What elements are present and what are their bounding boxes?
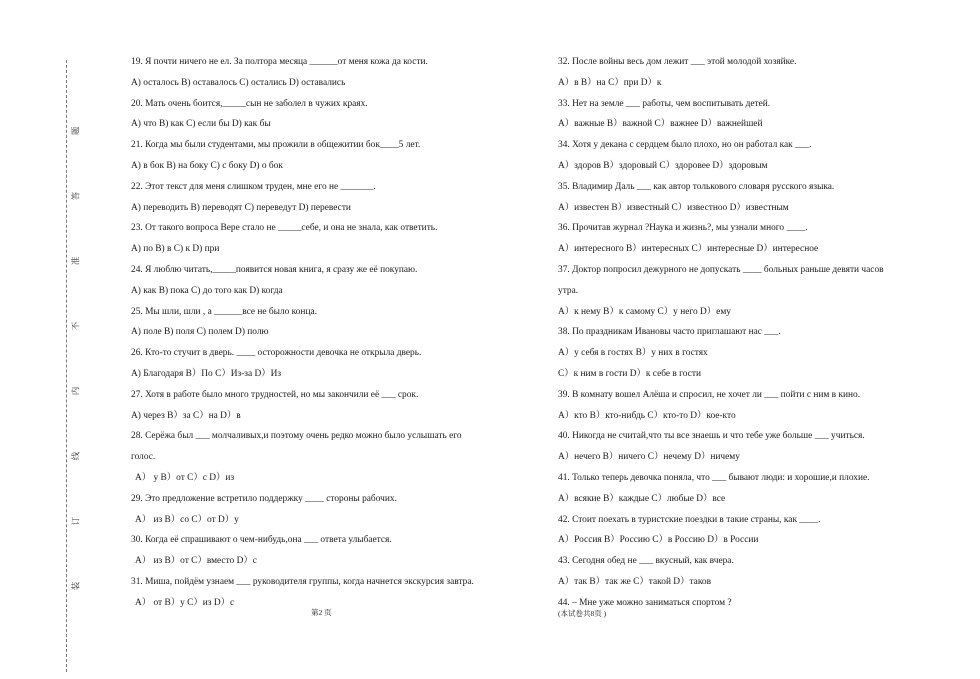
answer-options: A）кто B）кто-нибдь C）кто-то D）кое-кто	[558, 410, 736, 421]
question-line: 26. Кто-то стучит в дверь. ____ осторожности девочка не открыла дверь.	[131, 348, 422, 359]
question-line: 27. Хотя в работе было много трудностей, но мы закончили её ___ срок.	[131, 389, 419, 400]
total-pages-note: (本试卷共8页 )	[558, 609, 607, 618]
question-line: 25. Мы шли, шли , а ______все не было конца.	[131, 306, 317, 317]
binding-char: 订	[70, 516, 81, 526]
question-line: 38. По праздникам Ивановы часто приглашают нас ___.	[558, 327, 781, 338]
question-line: 23. От такого вопроса Вере стало не _____себе, и она не знала, как ответить.	[131, 223, 438, 234]
answer-options: A）известен B）известный C）известноо D）известным	[558, 202, 789, 213]
binding-char: 内	[70, 386, 81, 396]
question-line: 24. Я люблю читать,_____появится новая книга, я сразу же её покупаю.	[131, 264, 418, 275]
question-line-continued: голос.	[131, 452, 156, 463]
answer-options: A) Благодаря B）По C）Из-за D）Из	[131, 368, 282, 379]
answer-options: A) как B) пока C) до того как D) когда	[131, 285, 283, 296]
answer-options: A）в B）на C）при D）к	[558, 77, 662, 88]
question-line: 21. Когда мы были студентами, мы прожили в общежитии бок____5 лет.	[131, 140, 421, 151]
question-line: 37. Доктор попросил дежурного не допускать ____ больных раньше девяти часов	[558, 264, 884, 275]
answer-options: C）к ним в гости D）к себе в гости	[558, 368, 701, 379]
answer-options: A) переводить B) переводят C) переведут D) перевести	[131, 202, 351, 213]
question-line: 32. После войны весь дом лежит ___ этой молодой хозяйке.	[558, 57, 797, 67]
question-line: 40. Никогда не считай,что ты все знаешь и что тебе уже больше ___ учиться.	[558, 431, 865, 442]
answer-options: A) поле B) поля C) полем D) полю	[131, 327, 269, 338]
binding-char: 准	[70, 256, 81, 266]
answer-options: A）интересного B）интересных C）интересные D）интересное	[558, 244, 819, 255]
right-question-column	[558, 52, 948, 614]
left-question-column	[131, 52, 541, 614]
answer-options: A）важные B）важной C）важнее D）важнейшей	[558, 119, 763, 130]
question-line: 28. Серёжа был ___ молчаливых,и поэтому очень редко можно было услышать его	[131, 431, 462, 442]
answer-options: A） из B）со C）от D）у	[135, 514, 239, 525]
question-line: 43. Сегодня обед не ___ вкусный, как вчера.	[558, 556, 734, 567]
question-line-continued: утра.	[558, 285, 579, 296]
page-number: 第2 页	[311, 608, 332, 617]
answer-options: A） от B）у C）из D）с	[135, 597, 235, 608]
question-line: 44. – Мне уже можно заниматься спортом ?	[558, 597, 732, 608]
answer-options: A）у себя в гостях B）у них в гостях	[558, 348, 708, 359]
binding-margin	[66, 60, 87, 672]
question-line: 31. Миша, пойдём узнаем ___ руководителя группы, когда начнется экскурсия завтра.	[131, 576, 474, 587]
answer-options: A）Россия B）Россию C）в Россию D）в России	[558, 535, 759, 546]
question-line: 33. Нет на земле ___ работы, чем воспитывать детей.	[558, 98, 771, 109]
binding-char: 题	[70, 126, 81, 136]
answer-options: A) в бок B) на боку C) с боку D) о бок	[131, 160, 283, 171]
binding-char: 线	[70, 451, 81, 461]
question-line: 41. Только теперь девочка поняла, что ___ бывают люди: и хорошие,и плохие.	[558, 472, 870, 483]
question-line: 19. Я почти ничего не ел. За полтора месяца ______от меня кожа да кости.	[131, 57, 428, 67]
answer-options: A) осталось B) оставалось C) остались D) оставались	[131, 77, 346, 88]
answer-options: A）нечего B）ничего C）нечему D）ничему	[558, 452, 740, 463]
question-line: 35. Владимир Даль ___ как автор толькового словаря русского языка.	[558, 181, 835, 192]
question-line: 36. Прочитав журнал ?Наука и жизнь?, мы узнали много ____.	[558, 223, 808, 234]
answer-options: A) что B) как C) если бы D) как бы	[131, 119, 271, 130]
binding-char: 答	[70, 191, 81, 201]
answer-options: A） у B）от C）с D）из	[135, 472, 235, 483]
binding-char: 装	[70, 581, 81, 591]
question-line: 29. Это предложение встретило поддержку ____ стороны рабочих.	[131, 493, 397, 504]
answer-options: A） из B）от C）вместо D）с	[135, 556, 257, 567]
question-line: 22. Этот текст для меня слишком труден, мне его не _______.	[131, 181, 376, 192]
question-line: 20. Мать очень боится,_____сын не заболел в чужих краях.	[131, 98, 368, 109]
answer-options: A）к нему B）к самому C）у него D）ему	[558, 306, 731, 317]
answer-options: A）здоров B）здоровый C）здоровее D）здоровым	[558, 160, 768, 171]
question-line: 34. Хотя у декана с сердцем было плохо, но он работал как ___.	[558, 140, 812, 151]
answer-options: A）всякие B）каждые C）любые D）все	[558, 493, 726, 504]
binding-char: 不	[70, 321, 81, 331]
answer-options: A）так B）так же C）такой D）таков	[558, 576, 712, 587]
question-line: 30. Когда её спрашивают о чем-нибудь,она ___ ответа улыбается.	[131, 535, 392, 546]
question-line: 42. Стоит поехать в туристские поездки в такие страны, как ____.	[558, 514, 821, 525]
answer-options: A) по B) в C) к D) при	[131, 244, 220, 255]
question-line: 39. В комнату вошел Алёша и спросил, не хочет ли ___ пойти с ним в кино.	[558, 389, 861, 400]
answer-options: A) через B）за C）на D）в	[131, 410, 241, 421]
